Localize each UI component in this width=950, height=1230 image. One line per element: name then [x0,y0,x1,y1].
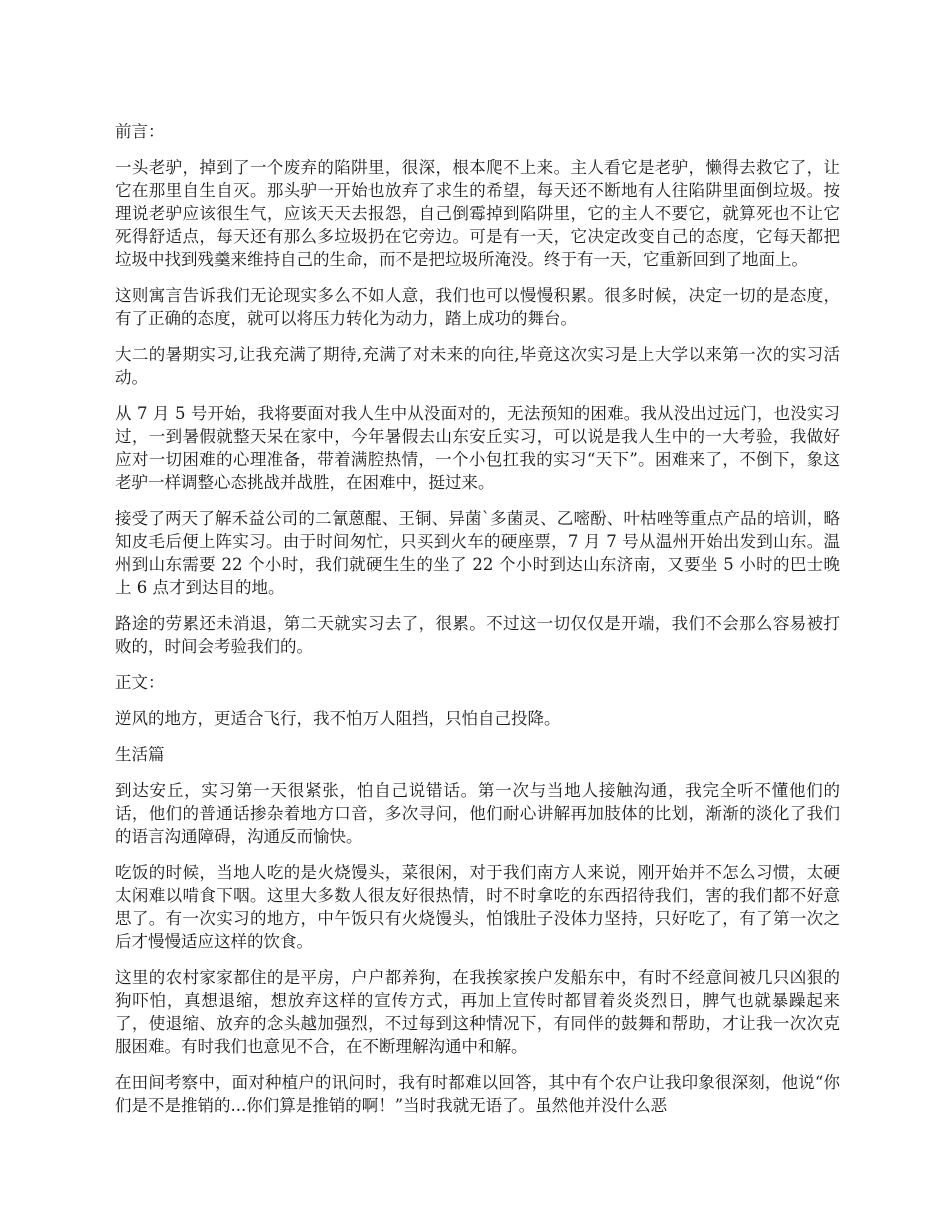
preface-para-4: 从 7 月 5 号开始，我将要面对我人生中从没面对的，无法预知的困难。我从没出过远门，也没实习过，一到暑假就整天呆在家中，今年暑假去山东安丘实习，可以说是我人生中的一大考验，我做好应对一切困难的心理准备，带着满腔热情，一个小包扛我的实习“天下”。困难来了，不倒下，象这老驴一样调整心态挑战并战胜，在困难中，挺过来。 [115,404,840,492]
life-section-heading: 生活篇 [115,745,165,764]
preface-para-1: 一头老驴，掉到了一个废弃的陷阱里，很深，根本爬不上来。主人看它是老驴，懒得去救它了，让它在那里自生自灭。那头驴一开始也放弃了求生的希望，每天还不断地有人往陷阱里面倒垃圾。按理说老驴应该很生气，应该天天去报怨，自己倒霉掉到陷阱里，它的主人不要它，就算死也不让它死得舒适点，每天还有那么多垃圾扔在它旁边。可是有一天，它决定改变自己的态度，它每天都把垃圾中找到残羹来维持自己的生命，而不是把垃圾所淹没。终于有一天，它重新回到了地面上。 [115,158,840,269]
body-heading: 正文： [115,673,165,692]
motto-para: 逆风的地方，更适合飞行，我不怕万人阻挡，只怕自己投降。 [115,709,561,728]
preface-para-3: 大二的暑期实习,让我充满了期待,充满了对未来的向往,毕竟这次实习是上大学以来第一次的实习活动。 [115,345,840,387]
document-page [115,120,840,1130]
life-para-3: 这里的农村家家都住的是平房，户户都养狗，在我挨家挨户发船东中，有时不经意间被几只凶狠的狗吓怕，真想退缩，想放弃这样的宣传方式，再加上宣传时都冒着炎炎烈日，脾气也就暴躁起来了，使退缩、放弃的念头越加强烈，不过每到这种情况下，有同伴的鼓舞和帮助，才让我一次次克服困难。有时我们也意见不合，在不断理解沟通中和解。 [115,968,840,1056]
preface-para-2: 这则寓言告诉我们无论现实多么不如人意，我们也可以慢慢积累。很多时候，决定一切的是态度，有了正确的态度，就可以将压力转化为动力，踏上成功的舞台。 [115,286,840,328]
life-para-4: 在田间考察中，面对种植户的讯问时，我有时都难以回答，其中有个农户让我印象很深刻，他说“你们是不是推销的...你们算是推销的啊！”当时我就无语了。虽然他并没什么恶 [115,1073,840,1115]
preface-para-5: 接受了两天了解禾益公司的二氰蒽醌、王铜、异菌`多菌灵、乙嘧酚、叶枯唑等重点产品的培训，略知皮毛后便上阵实习。由于时间匆忙，只买到火车的硬座票，7 月 7 号从温州开始出发到山东。温州到山东需要 22 个小时，我们就硬生生的坐了 22 个小时到达山东济南，又要坐 5 小时的巴士晚上 6 点才到达目的地。 [115,509,840,597]
preface-heading: 前言： [115,122,165,141]
life-para-1: 到达安丘，实习第一天很紧张，怕自己说错话。第一次与当地人接触沟通，我完全听不懂他们的话，他们的普通话掺杂着地方口音，多次寻问，他们耐心讲解再加肢体的比划，渐渐的淡化了我们的语言沟通障碍，沟通反而愉快。 [115,781,840,846]
preface-para-6: 路途的劳累还未消退，第二天就实习去了，很累。不过这一切仅仅是开端，我们不会那么容易被打败的，时间会考验我们的。 [115,614,840,656]
life-para-2: 吃饭的时候，当地人吃的是火烧馒头，菜很闲，对于我们南方人来说，刚开始并不怎么习惯，太硬太闲难以啃食下咽。这里大多数人很友好很热情，时不时拿吃的东西招待我们，害的我们都不好意思了。有一次实习的地方，中午饭只有火烧馒头，怕饿肚子没体力坚持，只好吃了，有了第一次之后才慢慢适应这样的饮食。 [115,863,840,951]
